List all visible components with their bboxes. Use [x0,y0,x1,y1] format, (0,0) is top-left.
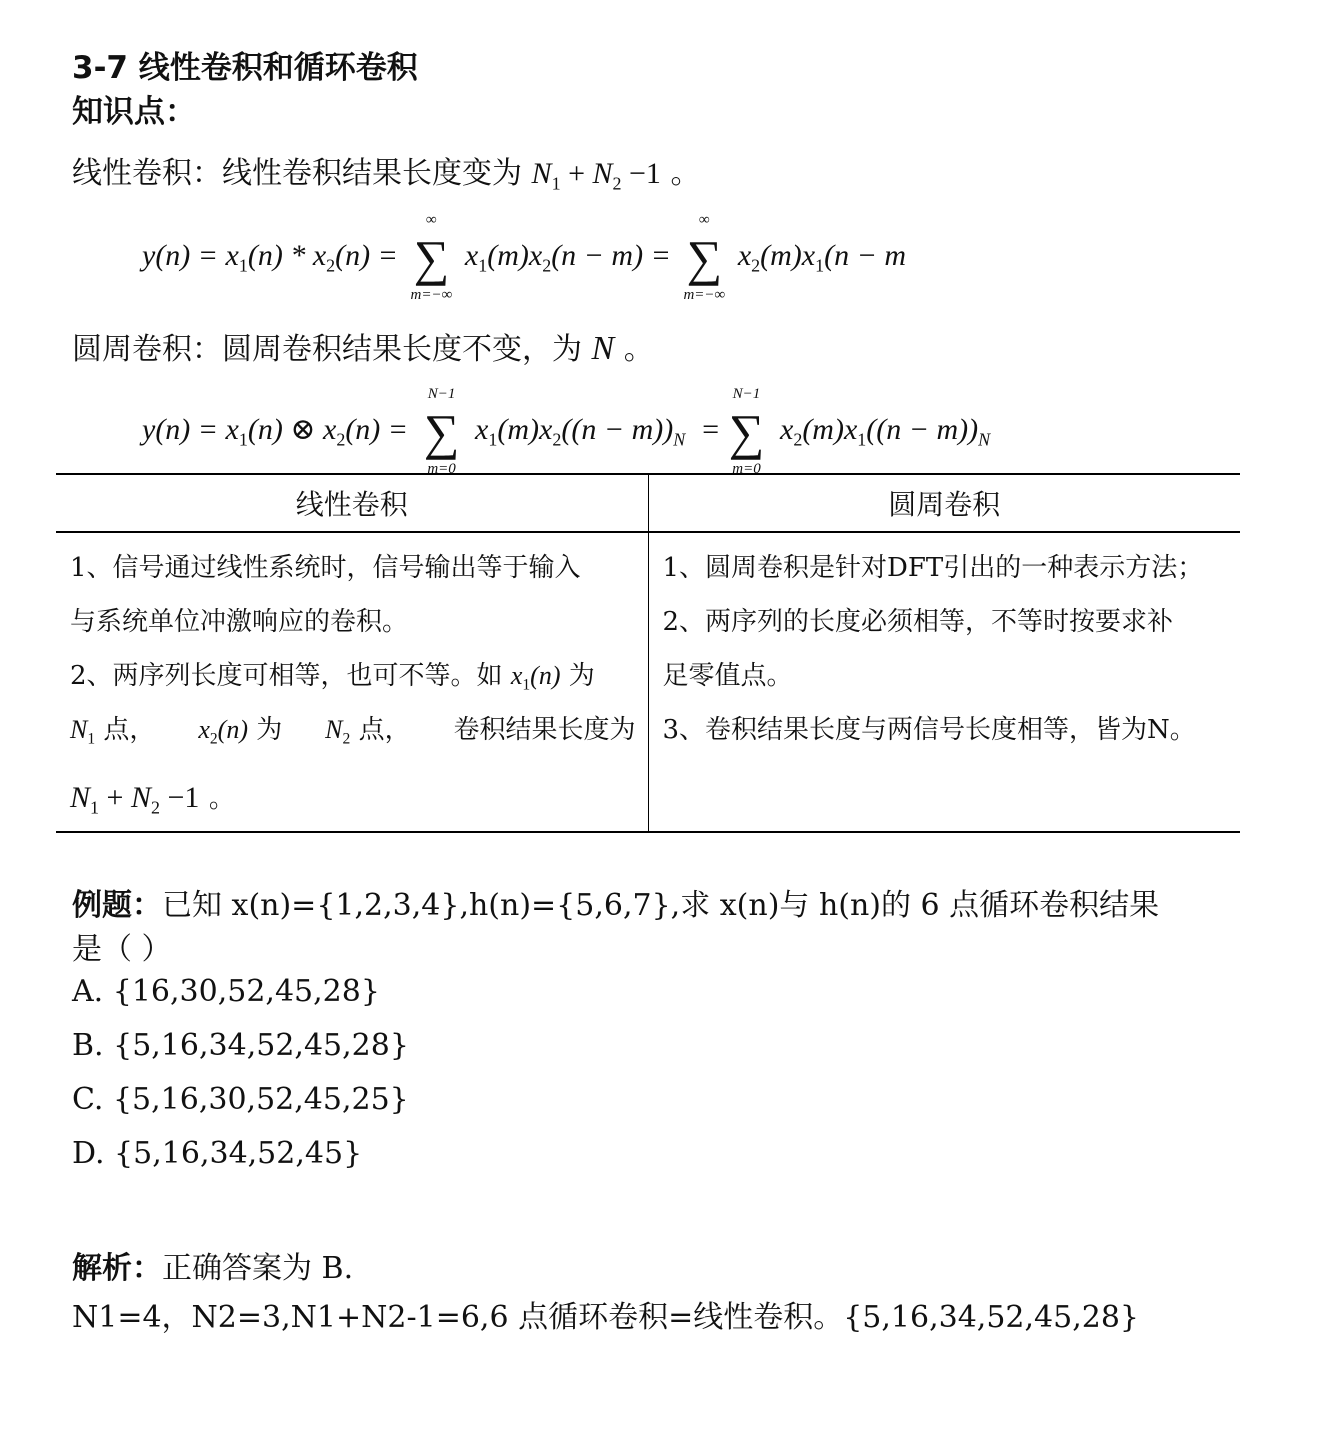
sum-lower-limit: m=0 [427,461,456,478]
linear-result-suffix: 。 [208,784,235,814]
point-word-2: 点， [358,715,411,745]
sum-symbol-linear-1: ∑ ∞ m=−∞ [410,212,453,304]
analysis-detail: N1=4，N2=3,N1+N2-1=6,6 点循环卷积=线性卷积。{5,16,34,52,45,28} [72,1300,1140,1335]
sum-upper-limit: ∞ [698,212,710,229]
circular-formula: $y(n) = x_1(n)$ ⊗ $x_2(n)$ = ∑ N−1 m=0 $x_1(m)x_2((n - m))_N$ = ∑ N−1 m=0 $x_2(m)x_1((n - m))_N$ [142,386,991,478]
length-expr: $N_1 + N_2 -1$ [70,781,200,818]
cell-circular [648,532,1240,832]
example-question-cont: 是（ ） [72,932,172,967]
header-linear: 线性卷积 [56,474,648,532]
linear-point-2-cont [70,703,636,757]
section-subtitle: 知识点： [72,94,196,130]
sum-upper-limit: ∞ [426,212,437,229]
is-word: 为 [256,715,283,745]
option-b: B. {5,16,34,52,45,28} [72,1028,409,1063]
linear-description [72,148,700,192]
example-question-text: 已知 x(n)={1,2,3,4},h(n)={5,6,7},求 x(n)与 h(n)的 6 点循环卷积结果 [162,888,1160,923]
cell-linear [56,532,648,832]
circular-label: 圆周卷积： [72,332,222,367]
circular-point-2: 2、两序列的长度必须相等，不等时按要求补 [662,607,1174,637]
sum-symbol-linear-2: ∑ ∞ m=−∞ [683,212,726,304]
circular-desc-prefix: 圆周卷积结果长度不变，为 [222,332,582,367]
linear-point-2-prefix: 2、两序列长度可相等，也可不等。如 [70,661,503,691]
result-length-text: 卷积结果长度为 [453,715,636,745]
analysis-label: 解析： [72,1251,162,1286]
example-label: 例题： [72,888,162,923]
section-title: 3-7 线性卷积和循环卷积 [72,50,418,86]
n2-var: $N_2$ [325,715,351,748]
linear-point-1: 1、信号通过线性系统时，信号输出等于输入 [70,553,581,583]
analysis-answer-text: 正确答案为 B. [162,1251,354,1286]
linear-point-2 [70,649,636,703]
linear-point-2-suffix: 为 [568,661,595,691]
sum-symbol-circular-1: ∑ N−1 m=0 [423,386,460,478]
sum-upper-limit: N−1 [732,386,761,403]
option-c: C. {5,16,30,52,45,25} [72,1082,409,1117]
linear-point-1-cont: 与系统单位冲激响应的卷积。 [70,607,409,637]
linear-desc-suffix: 。 [670,156,701,191]
table-header-row [56,474,1240,532]
comparison-table [56,473,1240,833]
linear-formula: $y(n) = x_1(n) * x_2(n)$ = ∑ ∞ m=−∞ $x_1(m)x_2(n - m)$ = ∑ ∞ m=−∞ $x_2(m)x_1(n - m$ [142,212,907,304]
option-a: A. {16,30,52,45,28} [72,974,380,1009]
linear-result-length [70,771,636,826]
circular-length-var: N [591,330,615,367]
linear-length-expr: $N_1 + N_2 -1$ [531,157,661,194]
circular-description [72,324,654,368]
sum-upper-limit: N−1 [427,386,456,403]
example-question [72,880,1159,924]
circular-point-3: 3、卷积结果长度与两信号长度相等，皆为N。 [662,715,1196,745]
table-row [56,532,1240,832]
circular-point-2-cont: 足零值点。 [662,661,793,691]
option-d: D. {5,16,34,52,45} [72,1136,363,1171]
sum-lower-limit: m=−∞ [410,287,453,304]
header-circular: 圆周卷积 [648,474,1240,532]
sum-lower-limit: m=−∞ [683,287,726,304]
circular-point-1: 1、圆周卷积是针对DFT引出的一种表示方法； [662,553,1204,583]
linear-desc-prefix: 线性卷积结果长度变为 [222,156,522,191]
sum-lower-limit: m=0 [732,461,761,478]
x2-expr: $x_2(n)$ [198,715,248,748]
sum-symbol-circular-2: ∑ N−1 m=0 [728,386,765,478]
circular-desc-suffix: 。 [623,332,654,367]
n1-var: $N_1$ [70,715,96,748]
analysis-answer [72,1243,353,1287]
linear-label: 线性卷积： [72,156,222,191]
x1-expr: $x_1(n)$ [510,661,561,694]
point-word-1: 点， [103,715,156,745]
